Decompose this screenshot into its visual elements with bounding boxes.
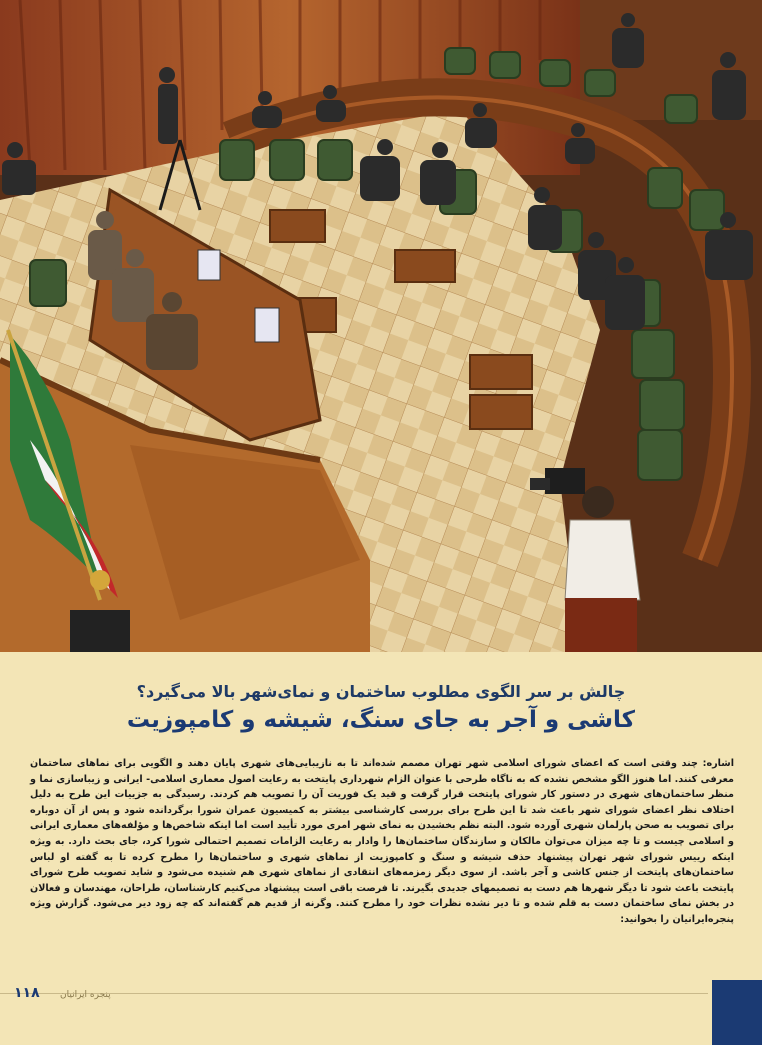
page-number: ۱۱۸: [14, 985, 40, 1001]
article-text-area: [0, 652, 762, 1045]
page-corner-tab: [712, 980, 762, 1045]
magazine-name: پنجره ایرانیان: [60, 990, 111, 1000]
article-subtitle: چالش بر سر الگوی مطلوب ساختمان و نمای‌شهر بالا می‌گیرد؟: [136, 682, 626, 701]
article-title: کاشی و آجر به جای سنگ، شیشه و کامپوزیت: [126, 707, 636, 733]
article-body: اشاره: چند وقتی است که اعضای شورای اسلامی شهر تهران مصمم شده‌اند تا به نازیبایی‌های شهری پایان دهند و الگویی برای نماهای ساختمان معرفی کنند. اما هنوز الگو مشخص نشده که به ناگاه طرحی با عنوان الزام شهرداری پایتخت به رعایت اصول معماری اسلامی- ایرانی و زیباسازی نما و منظر ساختمان‌های شهری در دستور کار شورای پایتخت قرار گرفت و قید یک فوریت آن را تصویب هم کردند. رسیدگی به جزییات این طرح به دلیل اختلاف نظر اعضای شورای شهر باعث شد تا این طرح برای بررسی کارشناسی بیشتر به کمیسیون عمران شورا برگردانده شود و پس از آن دوباره برای تصویب به صحن پارلمان شهری آورده شود. البته نظم بخشیدن به نمای شهر امری مورد تأیید است اما اینکه شاخص‌ها و مؤلفه‌های معماری ایرانی و اسلامی چیست و تا چه میزان می‌توان مالکان و سازندگان ساختمان‌ها را وادار به رعایت الزامات تصمیم احتمالی شورا کرد، جای بحث دارد. به ویژه اینکه رییس شورای شهر تهران پیشنهاد حذف شیشه و سنگ و کامپوزیت از نماهای شهری و ساختمان‌ها را مطرح کرده تا به گفته او لباس ساختمان‌های پایتخت از جنس کاشی و آجر باشد. از سوی دیگر زمزمه‌های انتقادی از نماهای شهری هم شنیده می‌شود و شاید تصویب طرح شورای پایتخت باعث شود تا دیگر شهرها هم دست به تصمیمهای جدیدی بگیرند. تا فرصت باقی است پیشنهاد می‌کنیم کارشناسان، طراحان، مهندسان و فعالان در بخش نمای ساختمان دست به قلم شده و تا دیر نشده نظرات خود را مطرح کنند. وگرنه از قدیم هم گفته‌اند که چه زود دیر می‌شود. گزارش ویژه پنجره‌ایرانیان را بخوانید:: [30, 758, 734, 925]
